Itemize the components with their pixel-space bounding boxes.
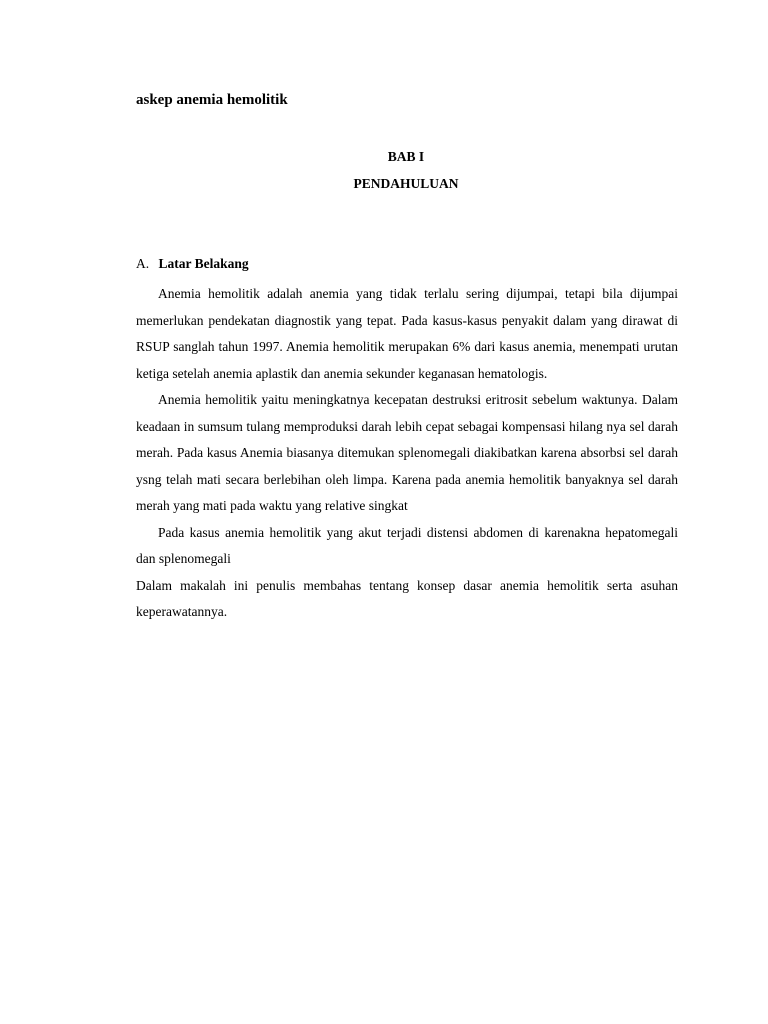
paragraph-3: Pada kasus anemia hemolitik yang akut terjadi distensi abdomen di karenakna hepatomegali dan splenomegali bbox=[136, 524, 678, 566]
chapter-title: PENDAHULUAN bbox=[353, 176, 459, 191]
paragraph-4: Dalam makalah ini penulis membahas tentang konsep dasar anemia hemolitik serta asuhan keperawatannya. bbox=[136, 577, 678, 619]
chapter-number: BAB I bbox=[387, 149, 425, 164]
section-heading-text: Latar Belakang bbox=[158, 256, 249, 271]
section-marker: A. bbox=[136, 256, 150, 271]
section-body bbox=[136, 281, 678, 626]
section-heading bbox=[136, 256, 249, 272]
paragraph-2: Anemia hemolitik yaitu meningkatnya kecepatan destruksi eritrosit sebelum waktunya. Dalam keadaan in sumsum tulang memproduksi darah lebih cepat sebagai kompensasi hilang nya sel darah merah. Pada kasus Anemia biasanya ditemukan splenomegali diakibatkan karena absorbsi sel darah ysng telah mati secara berlebihan oleh limpa. Karena pada anemia hemolitik banyaknya sel darah merah yang mati pada waktu yang relative singkat bbox=[136, 392, 678, 513]
document-title: askep anemia hemolitik bbox=[136, 92, 288, 108]
paragraph-1: Anemia hemolitik adalah anemia yang tidak terlalu sering dijumpai, tetapi bila dijumpai memerlukan pendekatan diagnostik yang tepat. Pada kasus-kasus penyakit dalam yang dirawat di RSUP sanglah tahun 1997. Anemia hemolitik merupakan 6% dari kasus anemia, menempati urutan ketiga setelah anemia aplastik dan anemia sekunder keganasan hematologis. bbox=[136, 286, 678, 381]
